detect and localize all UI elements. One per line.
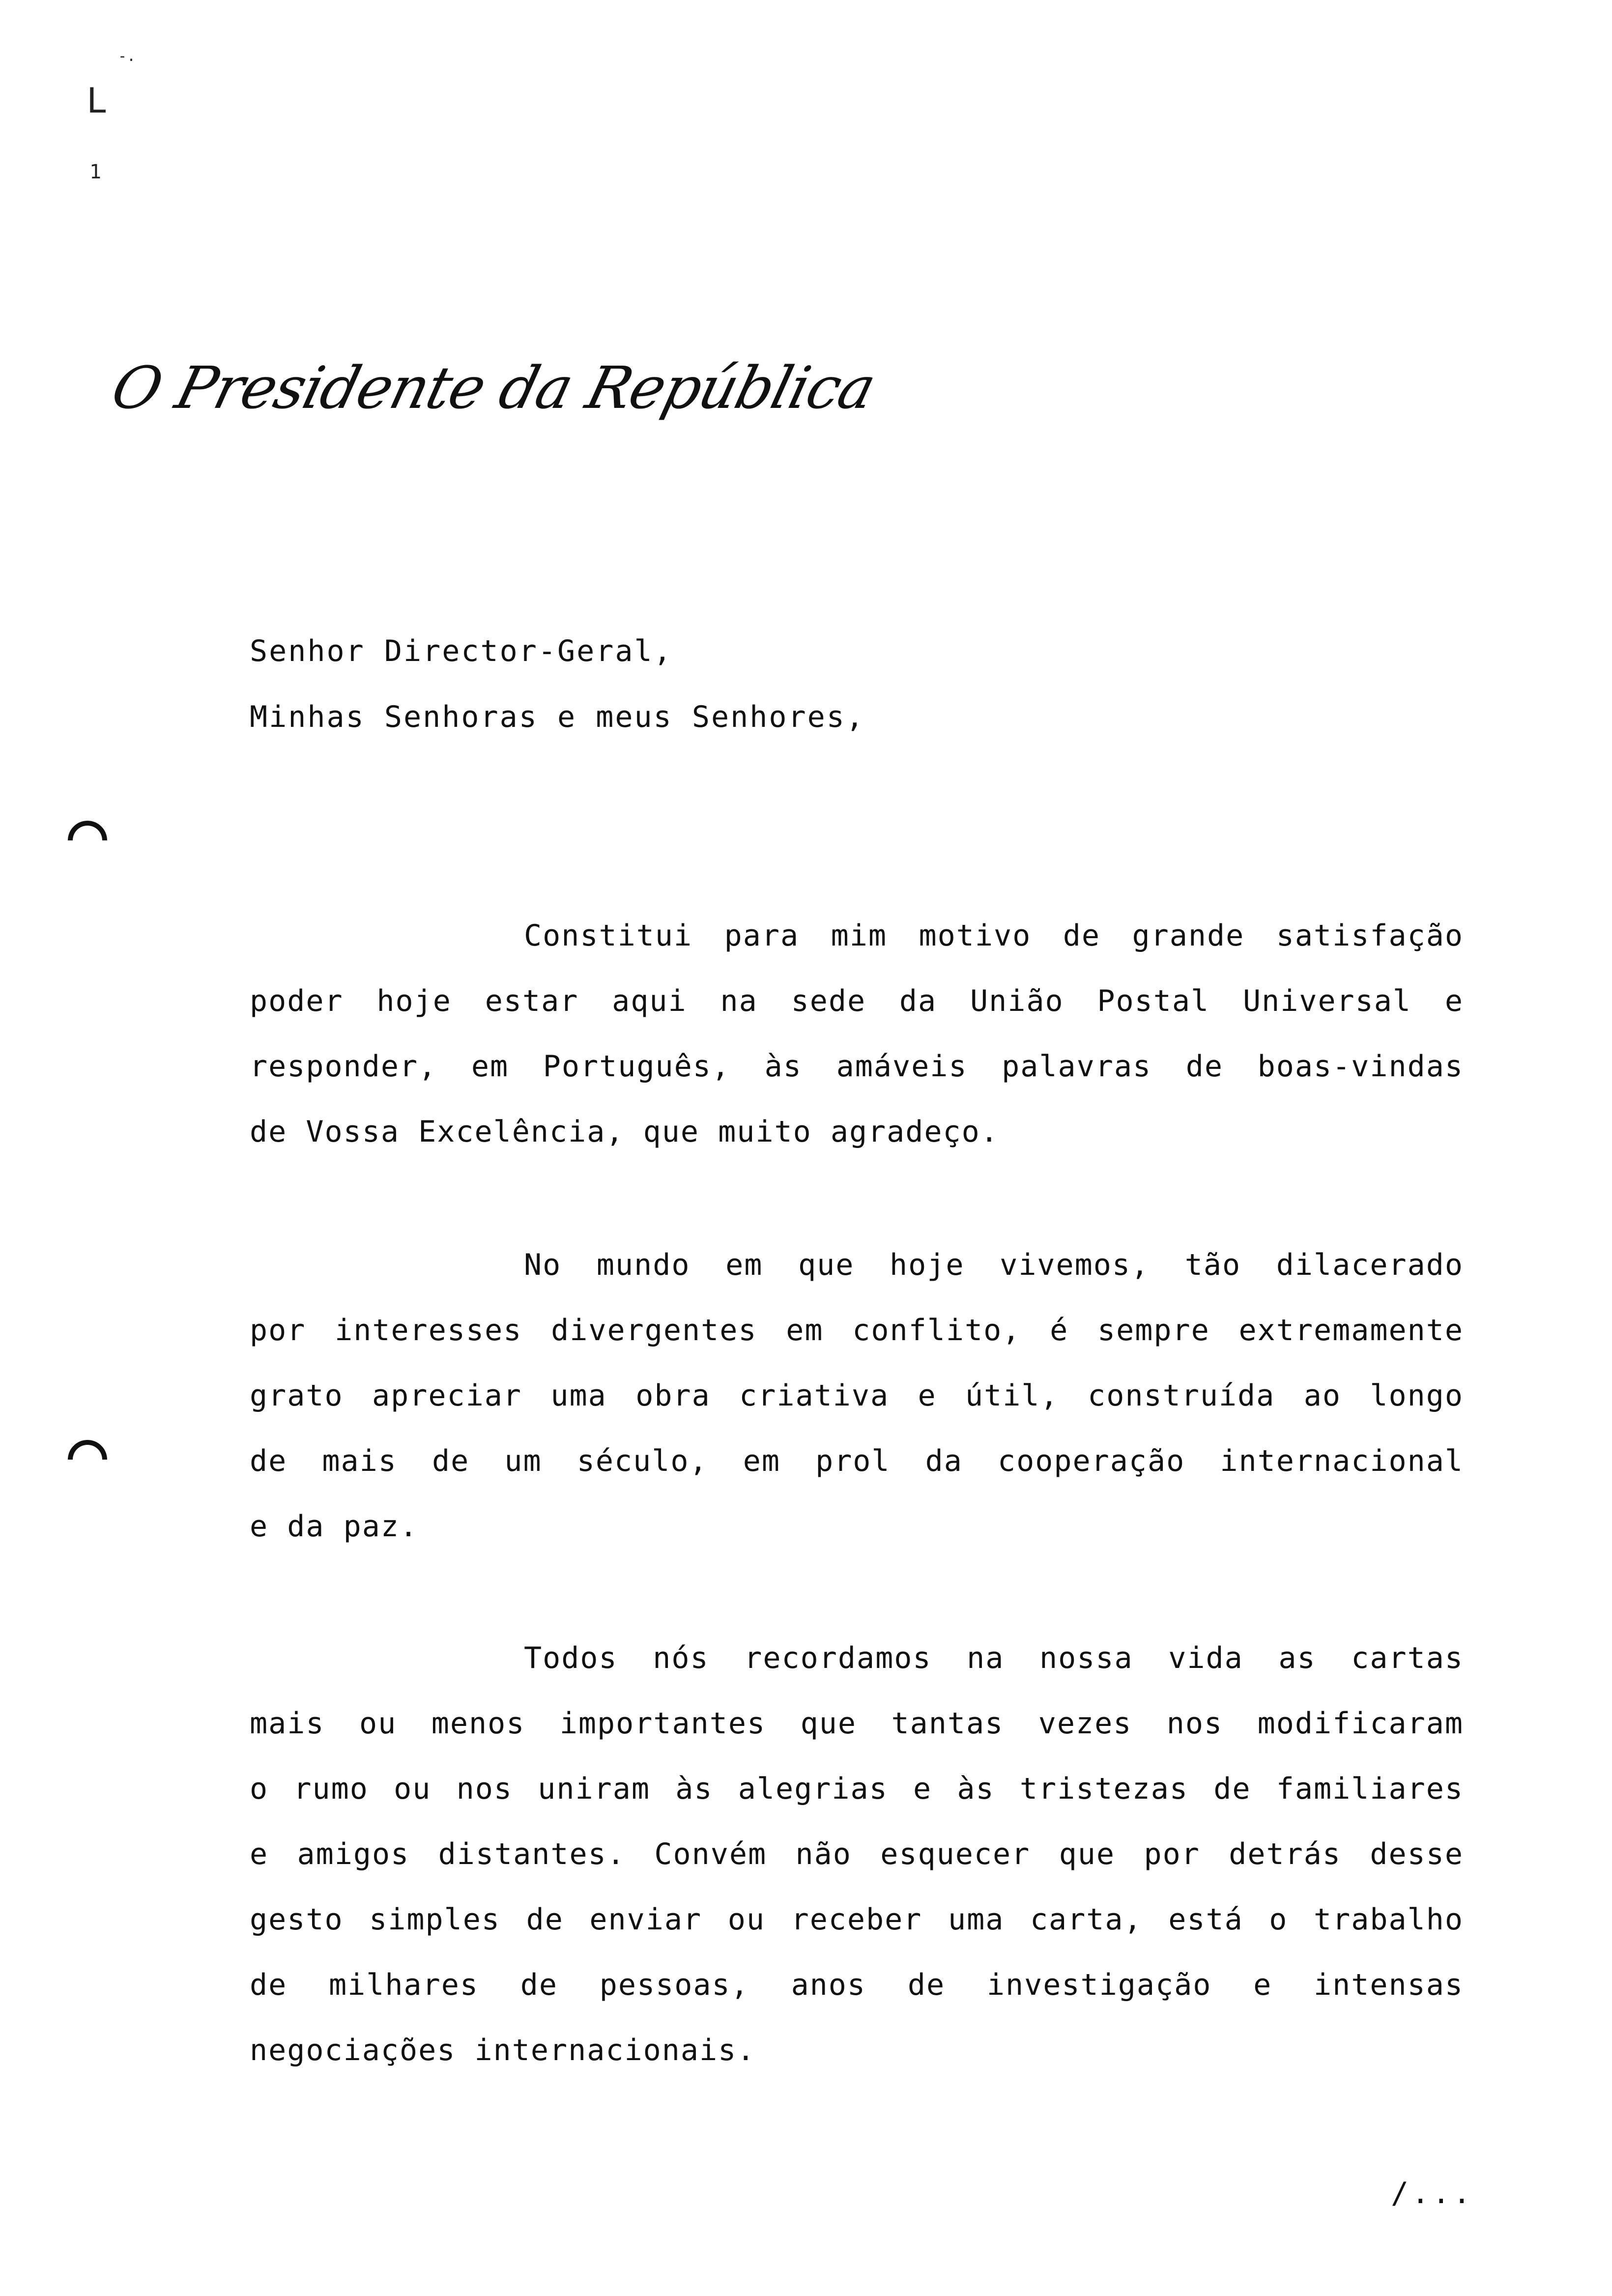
- punch-hole-mark: [59, 1432, 115, 1487]
- paragraph-line: grato apreciar uma obra criativa e útil, construída ao longo: [250, 1378, 1464, 1413]
- paragraph: [250, 1626, 1464, 2083]
- paragraph-line: de milhares de pessoas, anos de investigação e intensas: [250, 1968, 1464, 2002]
- paragraph-line: mais ou menos importantes que tantas vezes nos modificaram: [250, 1706, 1464, 1741]
- continuation-marker: /...: [1391, 2176, 1474, 2210]
- paragraph: [250, 903, 1464, 1165]
- paragraph-line: responder, em Português, às amáveis palavras de boas-vindas: [250, 1049, 1464, 1084]
- paragraph-line: gesto simples de enviar ou receber uma carta, está o trabalho: [250, 1902, 1464, 1937]
- salutation-line: Senhor Director-Geral,: [250, 634, 673, 668]
- paragraph-line: poder hoje estar aqui na sede da União Postal Universal e: [250, 984, 1464, 1018]
- punch-hole-mark: [59, 812, 115, 868]
- paragraph: [250, 1233, 1464, 1559]
- margin-mark: 1: [89, 161, 102, 183]
- paragraph-line: de Vossa Excelência, que muito agradeço.: [250, 1115, 999, 1149]
- margin-mark: L: [86, 81, 108, 121]
- paragraph-line: de mais de um século, em prol da cooperação internacional: [250, 1444, 1464, 1478]
- salutation: [250, 618, 1478, 750]
- salutation-line: Minhas Senhoras e meus Senhores,: [250, 700, 865, 734]
- paragraph-line: Constitui para mim motivo de grande satisfação: [524, 918, 1464, 953]
- letterhead: O Presidente da República: [105, 354, 882, 422]
- paragraph-line: No mundo em que hoje vivemos, tão dilacerado: [524, 1248, 1464, 1282]
- margin-mark: -.: [118, 48, 136, 65]
- paragraph-line: negociações internacionais.: [250, 2033, 756, 2067]
- paragraph-line: e da paz.: [250, 1509, 419, 1544]
- paragraph-line: o rumo ou nos uniram às alegrias e às tristezas de familiares: [250, 1772, 1464, 1806]
- paragraph-line: Todos nós recordamos na nossa vida as cartas: [524, 1641, 1464, 1675]
- paragraph-line: e amigos distantes. Convém não esquecer que por detrás desse: [250, 1837, 1464, 1871]
- paragraph-line: por interesses divergentes em conflito, é sempre extremamente: [250, 1313, 1464, 1348]
